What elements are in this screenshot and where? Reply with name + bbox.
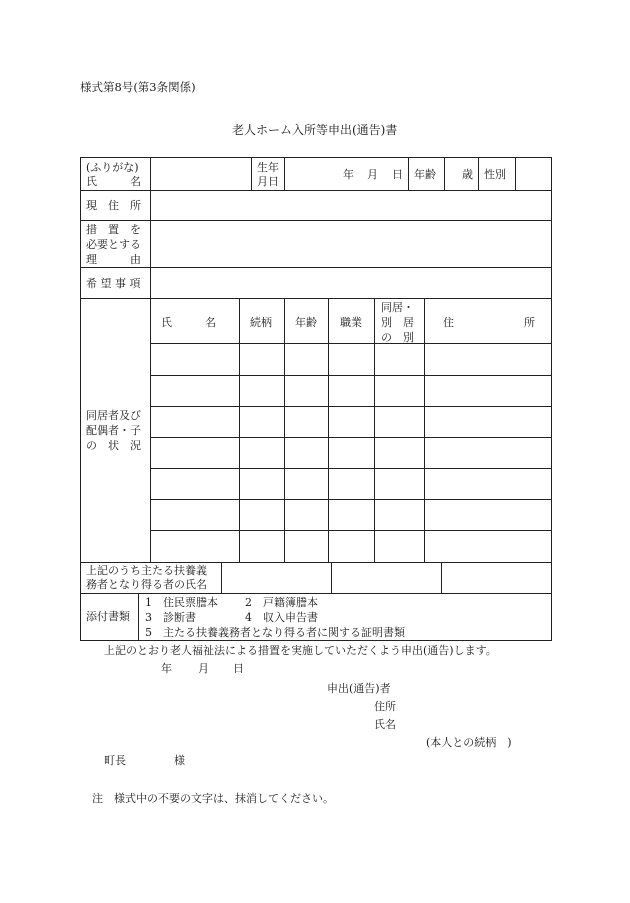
reason-label-line1: 措 置 を <box>86 223 141 236</box>
attachments-label: 添付書類 <box>86 610 130 623</box>
form-number: 様式第8号(第3条関係) <box>80 80 196 94</box>
address-label: 現 住 所 <box>86 199 141 212</box>
supporter-label-line2: 務者となり得る者の氏名 <box>86 578 207 591</box>
table-row[interactable] <box>151 469 551 499</box>
supporter-field[interactable] <box>222 563 551 593</box>
sex-field[interactable] <box>516 158 551 190</box>
col-header-cohab-line2: 別 居 <box>381 316 414 329</box>
footnote: 注 様式中の不要の文字は、抹消してください。 <box>92 792 334 805</box>
birth-year-unit: 年 <box>343 168 354 181</box>
attachment-item-1: 1 住民票謄本 <box>145 596 218 609</box>
date-year: 年 <box>161 662 172 675</box>
address-field[interactable] <box>151 191 551 220</box>
birth-day-unit: 日 <box>392 168 403 181</box>
reason-label-line3: 理 由 <box>86 253 141 266</box>
applicant-name-label: 氏名 <box>374 718 396 731</box>
cohabitants-label-line1: 同居者及び <box>86 409 141 422</box>
col-header-relation: 続柄 <box>250 316 272 329</box>
cohabitants-label-line2: 配偶者・子 <box>86 424 141 437</box>
table-row[interactable] <box>151 407 551 437</box>
applicant-relation: (本人との続柄 ) <box>426 736 512 749</box>
date-day: 日 <box>233 662 244 675</box>
reason-field[interactable] <box>151 221 551 267</box>
wishes-field[interactable] <box>151 268 551 298</box>
birth-label-line2: 月日 <box>257 175 279 188</box>
date-month: 月 <box>198 662 209 675</box>
sex-label: 性別 <box>484 168 506 181</box>
addressee-sama: 様 <box>174 754 185 767</box>
wishes-label: 希 望 事 項 <box>86 277 141 290</box>
applicant-title: 申出(通告)者 <box>327 682 391 695</box>
col-header-address-2: 所 <box>524 316 535 329</box>
table-row[interactable] <box>151 438 551 468</box>
attachment-item-3: 3 診断書 <box>145 611 196 624</box>
attachment-item-5: 5 主たる扶養義務者となり得る者に関する証明書類 <box>145 626 405 639</box>
col-header-address-1: 住 <box>443 316 454 329</box>
supporter-label-line1: 上記のうち主たる扶養義 <box>86 564 207 577</box>
table-row[interactable] <box>151 344 551 375</box>
col-header-job: 職業 <box>340 316 362 329</box>
table-row[interactable] <box>151 531 551 562</box>
col-header-name: 氏 名 <box>161 316 216 329</box>
col-header-cohab-line1: 同居・ <box>381 301 414 314</box>
birth-label-line1: 生年 <box>257 161 279 174</box>
cohabitants-label-line3: の 状 況 <box>86 439 141 452</box>
col-header-cohab-line3: の 別 <box>381 331 414 344</box>
col-header-age: 年齢 <box>295 316 317 329</box>
age-unit: 歳 <box>462 168 473 181</box>
table-row[interactable] <box>151 500 551 530</box>
form-title: 老人ホーム入所等申出(通告)書 <box>232 123 398 137</box>
applicant-address-label: 住所 <box>374 700 396 713</box>
furigana-label: (ふりがな) <box>86 161 139 174</box>
table-row[interactable] <box>151 376 551 406</box>
attachment-item-2: 2 戸籍簿謄本 <box>245 596 318 609</box>
attachment-item-4: 4 収入申告書 <box>245 611 318 624</box>
age-label: 年齢 <box>414 168 436 181</box>
reason-label-line2: 必要とする <box>86 238 141 251</box>
name-furigana-field[interactable] <box>151 158 251 190</box>
statement-text: 上記のとおり老人福祉法による措置を実施していただくよう申出(通告)します。 <box>104 644 497 657</box>
birth-month-unit: 月 <box>367 168 378 181</box>
addressee-mayor: 町長 <box>104 754 126 767</box>
name-label: 氏 名 <box>86 175 141 188</box>
